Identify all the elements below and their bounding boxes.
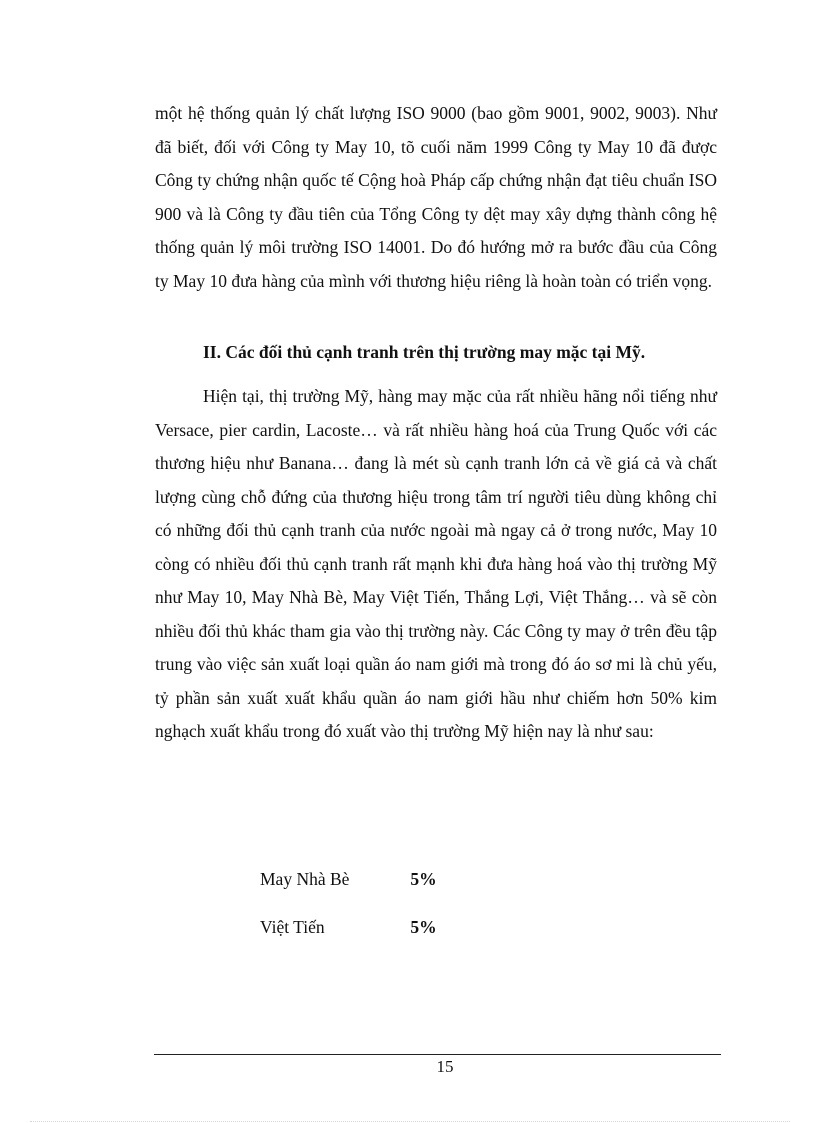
paragraph-iso-certification: một hệ thống quản lý chất lượng ISO 9000 (bao gồm 9001, 9002, 9003). Như đã biết, đối với Công ty May 10, tõ cuối năm 1999 Công ty May 10 đã được Công ty chứng nhận quốc tế Cộng hoà Pháp cấp chứng nhận đạt tiêu chuẩn ISO 900 và là Công ty đầu tiên của Tổng Công ty dệt may xây dựng thành công hệ thống quản lý môi trường ISO 14001. Do đó hướng mở ra bước đầu của Công ty May 10 đưa hàng của mình với thương hiệu riêng là hoàn toàn có triển vọng. [155, 103, 717, 291]
share-row [260, 917, 437, 938]
page-number: 15 [436, 1057, 454, 1076]
section-heading: II. Các đối thủ cạnh tranh trên thị trường may mặc tại Mỹ. [203, 342, 646, 362]
page-bottom-border [30, 1121, 790, 1122]
footer-divider [154, 1054, 721, 1055]
company-share: 5% [410, 917, 437, 937]
company-name: May Nhà Bè [260, 869, 350, 889]
company-share: 5% [410, 869, 437, 889]
paragraph-competitors: Hiện tại, thị trường Mỹ, hàng may mặc của rất nhiều hãng nổi tiếng như Versace, pier cardin, Lacoste… và rất nhiều hàng hoá của Trung Quốc với các thương hiệu như Banana… đang là mét sù cạnh tranh lớn cả về giá cả và chất lượng cùng chỗ đứng của thương hiệu trong tâm trí người tiêu dùng không chỉ có những đối thủ cạnh tranh của nước ngoài mà ngay cả ở trong nước, May 10 còng có nhiều đối thủ cạnh tranh rất mạnh khi đưa hàng hoá vào thị trường Mỹ như May 10, May Nhà Bè, May Việt Tiến, Thắng Lợi, Việt Thắng… và sẽ còn nhiều đối thủ khác tham gia vào thị trường này. Các Công ty may ở trên đều tập trung vào việc sản xuất loại quần áo nam giới mà trong đó áo sơ mi là chủ yếu, tỷ phần sản xuất xuất khẩu quần áo nam giới hầu như chiếm hơn 50% kim nghạch xuất khẩu trong đó xuất vào thị trường Mỹ hiện nay là như sau: [155, 386, 717, 741]
company-name: Việt Tiến [260, 917, 325, 937]
share-row [260, 869, 437, 890]
